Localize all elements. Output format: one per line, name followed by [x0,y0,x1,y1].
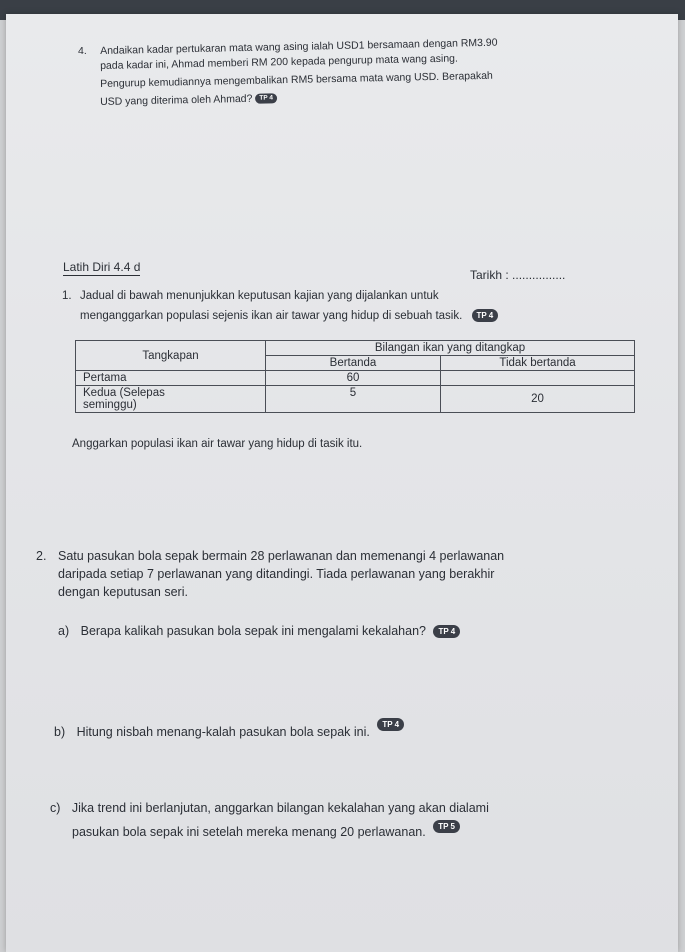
q1-tp-badge: TP 4 [472,309,499,322]
tarikh-label: Tarikh : [470,268,509,282]
q2a [58,623,460,640]
q2b-text: Hitung nisbah menang-kalah pasukan bola sepak ini. [76,725,370,739]
q1-line-1: Jadual di bawah menunjukkan keputusan kajian yang dijalankan untuk [80,290,439,302]
tarikh-blank: ................ [512,268,566,282]
row-kedua-bertanda: 5 [266,386,441,413]
th-bertanda: Bertanda [266,356,441,371]
q4-question-text: USD yang diterima oleh Ahmad? [100,92,253,108]
q4-line-3: Pengurup kemudiannya mengembalikan RM5 bersama mata wang USD. Berapakah [100,69,493,90]
q2c-line-1 [50,800,489,817]
q2b-tp-badge: TP 4 [377,718,404,731]
q4-tp-badge: TP 4 [255,94,277,104]
q2-line-3: dengan keputusan seri. [58,585,188,599]
row-kedua-label [76,386,266,413]
th-tidak-bertanda: Tidak bertanda [441,356,635,371]
row-pertama-bertanda: 60 [266,371,441,386]
th-tangkapan: Tangkapan [76,341,266,371]
q4-line-1: Andaikan kadar pertukaran mata wang asing ialah USD1 bersamaan dengan RM3.90 [100,36,498,57]
capture-table [75,340,635,413]
q2-number: 2. [36,549,47,563]
latih-diri-heading [63,260,140,274]
q2c-text-1: Jika trend ini berlanjutan, anggarkan bilangan kekalahan yang akan dialami [71,801,489,815]
q2b-label: b) [54,725,66,739]
q1-line-2 [80,308,498,324]
q2c-line-2 [72,824,460,841]
row-kedua-tidak: 20 [441,386,635,413]
th-bilangan: Bilangan ikan yang ditangkap [266,341,635,356]
q2a-tp-badge: TP 4 [433,625,460,638]
q2a-text: Berapa kalikah pasukan bola sepak ini mengalami kekalahan? [80,624,426,638]
q2b [54,720,404,741]
q1-prompt: Anggarkan populasi ikan air tawar yang hidup di tasik itu. [72,438,363,450]
row-pertama-label: Pertama [76,371,266,386]
q1-number: 1. [62,290,72,302]
q2-line-2: daripada setiap 7 perlawanan yang ditandingi. Tiada perlawanan yang berakhir [58,567,495,581]
q4-line-2: pada kadar ini, Ahmad memberi RM 200 kepada pengurup mata wang asing. [100,52,458,72]
q2c-label: c) [50,801,61,815]
row-pertama-tidak [441,371,635,386]
q2a-label: a) [58,624,70,638]
tarikh-field [470,268,565,282]
q4-number: 4. [78,45,87,57]
row-kedua-label-b: seminggu) [83,399,137,411]
row-kedua-label-a: Kedua (Selepas [83,387,165,399]
q2c-text-2: pasukan bola sepak ini setelah mereka menang 20 perlawanan. [72,825,426,839]
q1-line-2-text: menganggarkan populasi sejenis ikan air tawar yang hidup di sebuah tasik. [80,310,463,322]
q2c-tp-badge: TP 5 [433,820,460,833]
latih-diri-label: Latih Diri 4.4 d [63,260,141,274]
q2-line-1: Satu pasukan bola sepak bermain 28 perlawanan dan memenangi 4 perlawanan [58,549,505,563]
